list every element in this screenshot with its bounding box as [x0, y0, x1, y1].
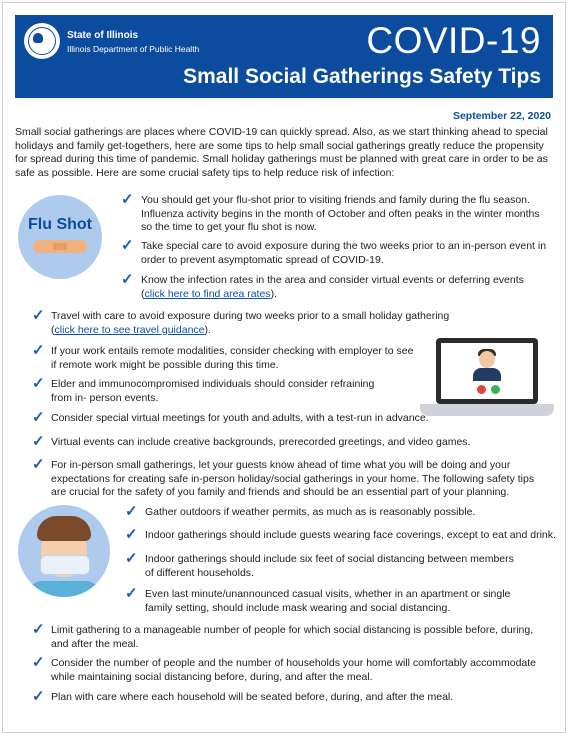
- tip-limit-gathering: Limit gathering to a manageable number of people for which social distancing is possible before, during, and after the meal.: [51, 624, 534, 650]
- tip-virtual-meetings: Consider special virtual meetings for youth and adults, with a test-run in advance.: [51, 412, 429, 424]
- state-label: State of Illinois: [67, 30, 139, 41]
- tip-infection-rates: Know the infection rates in the area and consider virtual events or deferring events (click here to find area rates).: [141, 274, 524, 300]
- checkmark-icon: ✓: [32, 307, 45, 324]
- header-banner: [15, 15, 553, 98]
- illinois-seal-icon: [24, 23, 60, 59]
- checkmark-icon: ✓: [32, 375, 45, 392]
- tip-face-coverings: Indoor gatherings should include guests wearing face coverings, except to eat and drink.: [145, 529, 556, 541]
- checkmark-icon: ✓: [125, 503, 138, 520]
- tip-avoid-exposure: Take special care to avoid exposure during the two weeks prior to an in-person event in order to prevent asymptomatic spread of COVID-19.: [141, 240, 547, 266]
- tip-flu-shot: You should get your flu-shot prior to visiting friends and family during the flu season. Influenza activity begins in the month of October and often peaks in the winter months so the time to get your flu shot is now.: [141, 194, 540, 234]
- checkmark-icon: ✓: [32, 342, 45, 359]
- checkmark-icon: ✓: [32, 433, 45, 450]
- checkmark-icon: ✓: [121, 271, 134, 288]
- tip-gather-outdoors: Gather outdoors if weather permits, as much as is reasonably possible.: [145, 506, 476, 518]
- checkmark-icon: ✓: [32, 621, 45, 638]
- tip-remote-work: If your work entails remote modalities, consider checking with employer to see if remote work might be possible during this time.: [51, 345, 414, 371]
- travel-guidance-link[interactable]: click here to see travel guidance: [54, 323, 205, 336]
- tip-virtual-events: Virtual events can include creative backgrounds, prerecorded greetings, and video games.: [51, 436, 471, 448]
- page-title: COVID-19: [366, 20, 541, 61]
- checkmark-icon: ✓: [125, 526, 138, 543]
- checkmark-icon: ✓: [32, 688, 45, 705]
- tip-travel-care: Travel with care to avoid exposure during two weeks prior to a small holiday gathering (click here to see travel guidance).: [51, 310, 450, 336]
- masked-child-illustration: [18, 505, 110, 597]
- checkmark-icon: ✓: [125, 550, 138, 567]
- tip-seating-plan: Plan with care where each household will be seated before, during, and after the meal.: [51, 691, 454, 703]
- checkmark-icon: ✓: [121, 191, 134, 208]
- tip-six-feet-distancing: Indoor gatherings should include six feet of social distancing between members of different households.: [145, 553, 514, 579]
- bandage-icon: [33, 240, 87, 253]
- department-label: Illinois Department of Public Health: [67, 44, 200, 54]
- video-call-laptop-illustration: [436, 338, 538, 404]
- publication-date: September 22, 2020: [452, 110, 551, 122]
- accept-call-icon: [491, 385, 500, 394]
- tip-elder-immunocompromised: Elder and immunocompromised individuals should consider refraining from in- person events.: [51, 378, 375, 404]
- end-call-icon: [477, 385, 486, 394]
- tip-casual-visits: Even last minute/unannounced casual visits, whether in an apartment or single family setting, should include mask wearing and social distancing.: [145, 588, 511, 614]
- flu-shot-label: Flu Shot: [28, 216, 92, 233]
- checkmark-icon: ✓: [32, 654, 45, 671]
- checkmark-icon: ✓: [32, 409, 45, 426]
- checkmark-icon: ✓: [125, 585, 138, 602]
- face-mask-icon: [40, 555, 90, 575]
- page-subtitle: Small Social Gatherings Safety Tips: [183, 65, 541, 88]
- area-rates-link[interactable]: click here to find area rates: [144, 287, 271, 300]
- checkmark-icon: ✓: [121, 237, 134, 254]
- checkmark-icon: ✓: [32, 456, 45, 473]
- flu-shot-illustration: [18, 195, 102, 279]
- tip-in-person-expectations: For in-person small gatherings, let your guests know ahead of time what you will be doing and your expectations for creating safe in-person holiday/social gatherings in your home. The following safety tips are crucial for the safety of you family and friends and should be an essential part of your planning.: [51, 459, 535, 499]
- intro-paragraph: Small social gatherings are places where COVID-19 can quickly spread. Also, as we start thinking ahead to special holidays and family get-togethers, here are some tips to help small social gatherings greatly reduce the propensity for spread during this time of pandemic. Small holiday gatherings must be planned with great care in order to be as safe as possible. Here are some crucial safety tips to help reduce risk of infection:: [15, 126, 548, 179]
- tip-household-capacity: Consider the number of people and the number of households your home will comfortably accommodate while maintaining social distancing before, during, and after the meal.: [51, 657, 537, 683]
